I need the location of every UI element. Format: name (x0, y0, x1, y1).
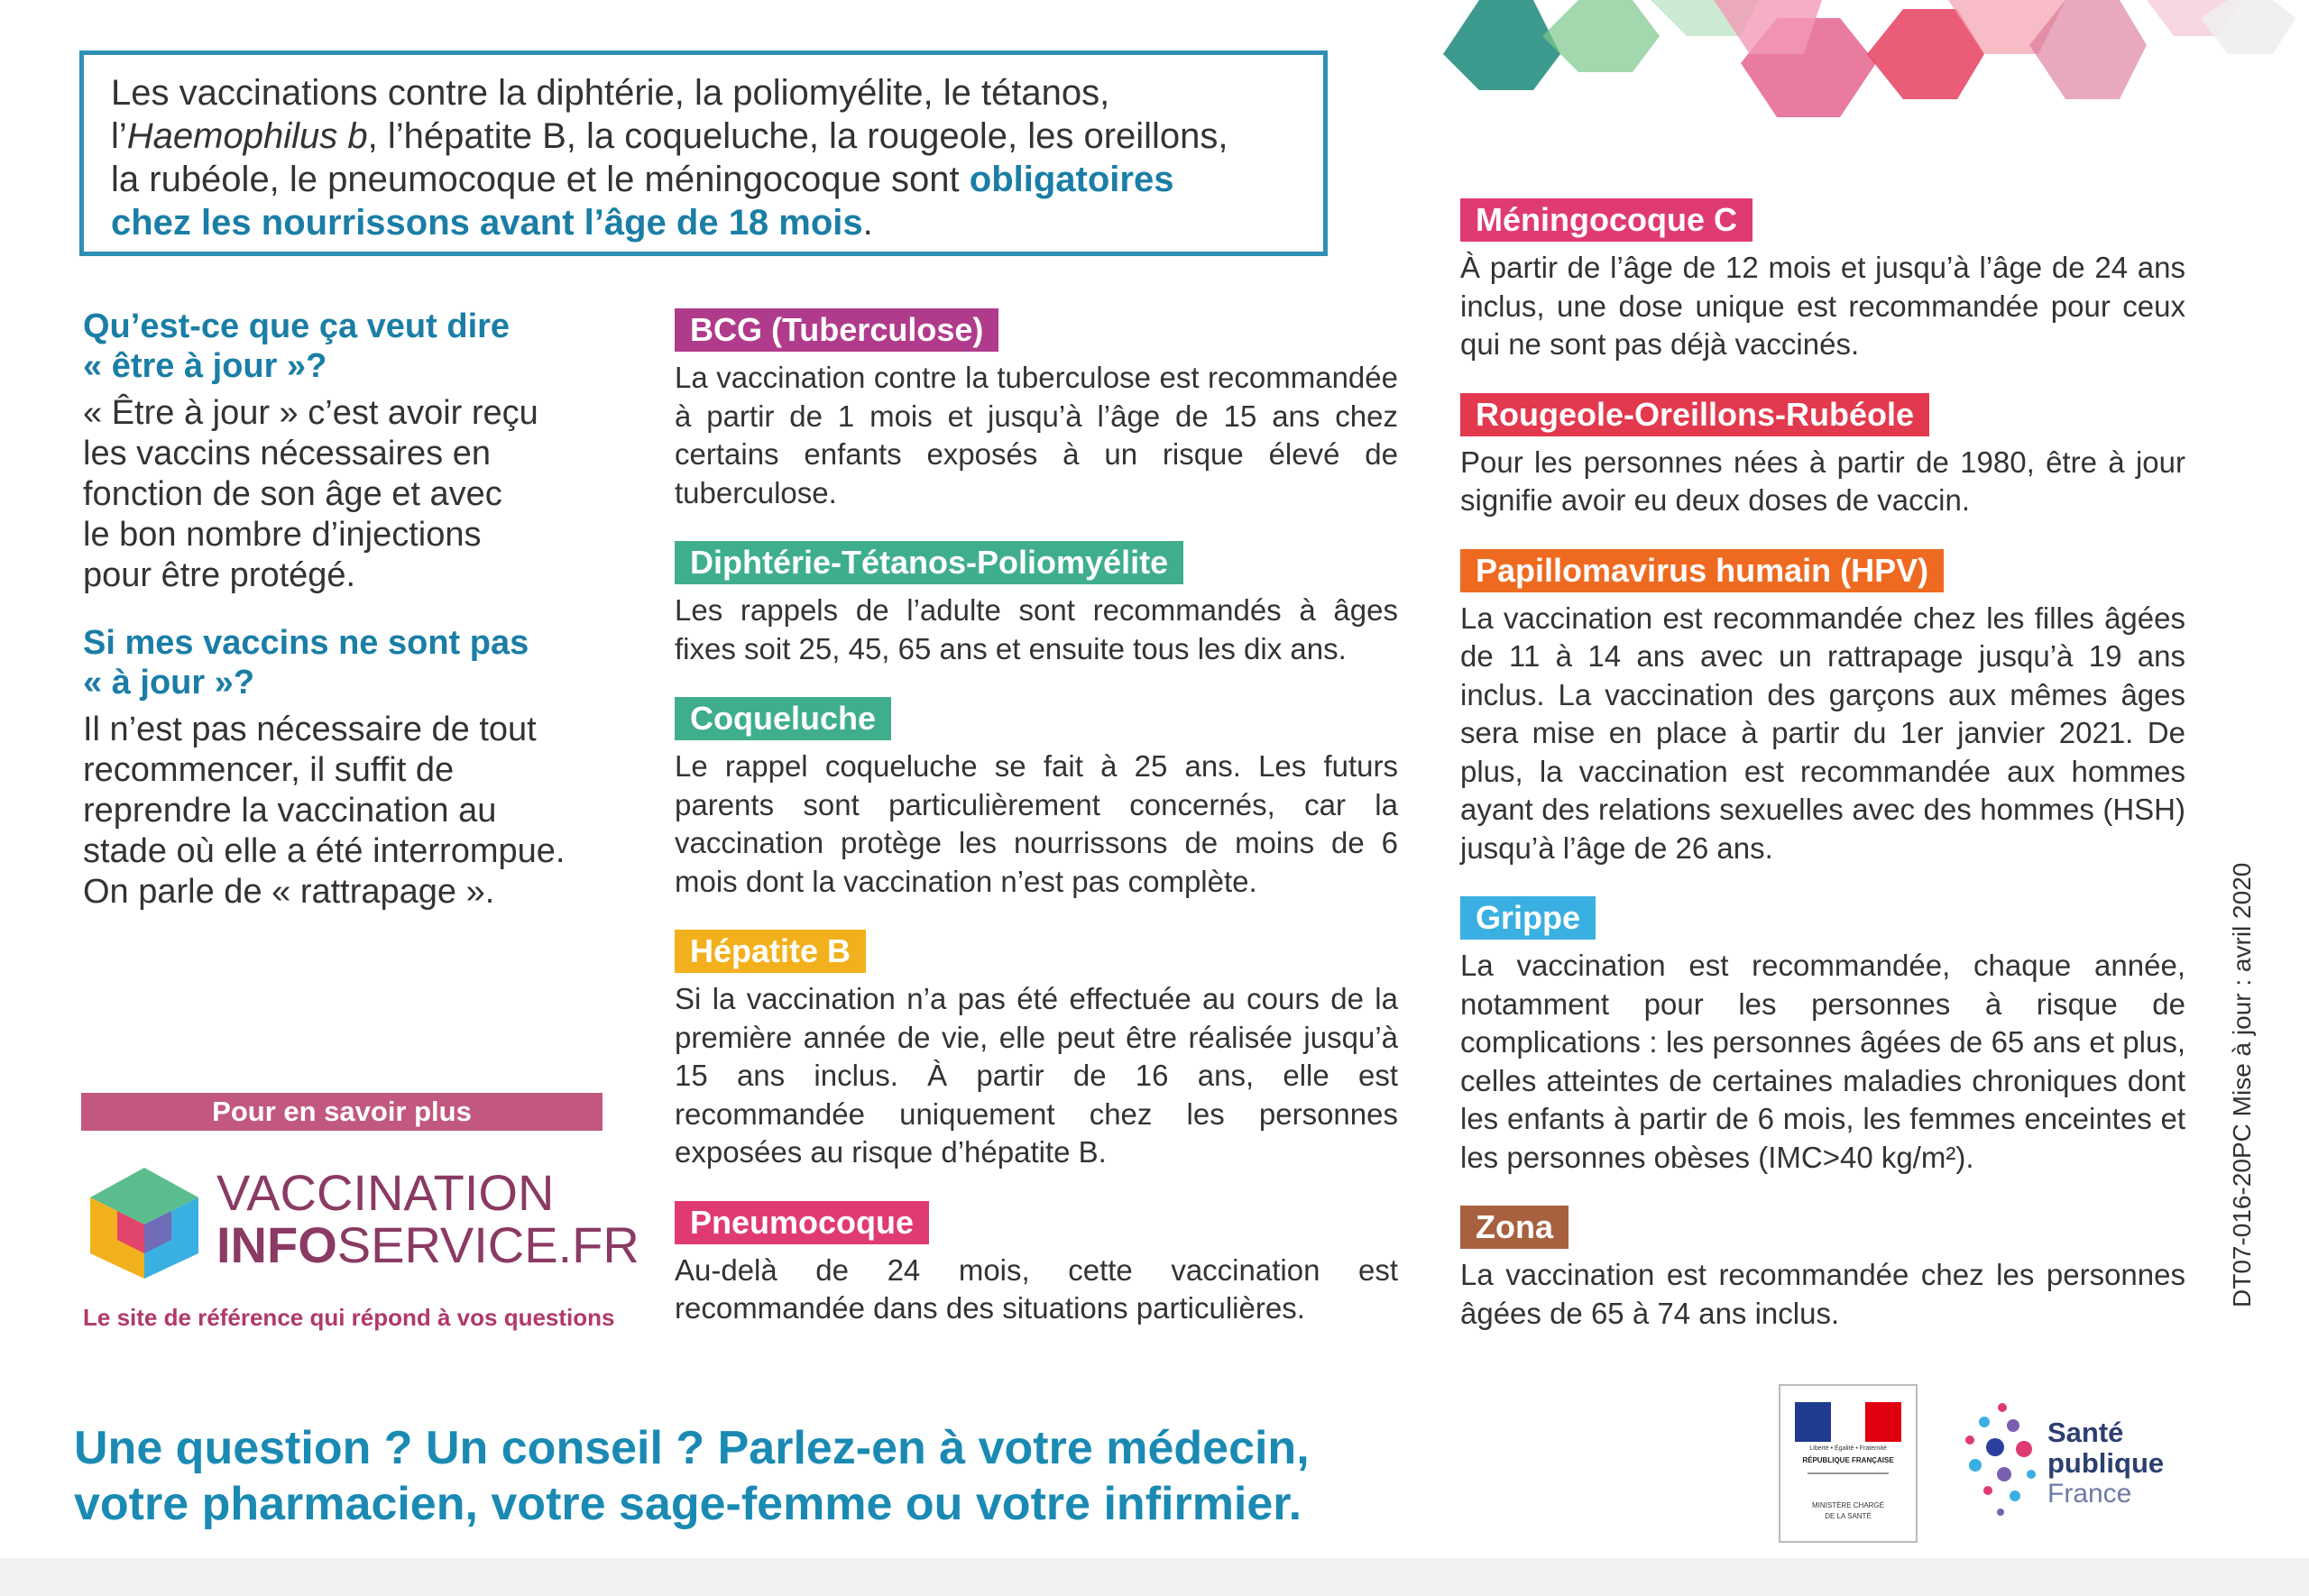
section-text: La vaccination est recommandée, chaque année, notamment pour les personnes à risque de complications : les personnes âgées de 65 ans et plus, celles atteintes de certaines maladies chroniques dont les enfants à partir de 6 mois, les femmes enceintes et les personnes obèses (IMC>40 kg/m²). (1460, 949, 2185, 1174)
section-text: Pour les personnes nées à partir de 1980, être à jour signifie avoir eu deux doses de vaccin. (1460, 445, 2185, 517)
section-badge: Coqueluche (675, 697, 891, 740)
bottom-cta (74, 1420, 1427, 1532)
brand-tagline: Le site de référence qui répond à vos questions (83, 1304, 615, 1331)
intro-end: . (862, 203, 873, 243)
intro-line-3 (111, 158, 1296, 201)
section-text: La vaccination est recommandée chez les personnes âgées de 65 à 74 ans inclus. (1460, 1258, 2185, 1330)
spf-line-3: France (2047, 1479, 2132, 1509)
faq-body-line: « Être à jour » c’est avoir reçu (83, 394, 538, 432)
intro-line-4 (111, 201, 1296, 244)
faq-body-line: On parle de « rattrapage ». (83, 873, 495, 911)
section-badge: BCG (Tuberculose) (675, 308, 998, 352)
faq-title-cont: « à jour »? (83, 664, 255, 702)
section-text: Au-delà de 24 mois, cette vaccination est recommandée dans des situations particulières. (675, 1252, 1398, 1325)
faq-item (83, 623, 642, 913)
section-badge: Grippe (1460, 896, 1596, 940)
brand-service: SERVICE.FR (336, 1216, 639, 1273)
vaccine-section (1460, 549, 2185, 868)
intro-line-2-prefix: l’ (111, 116, 127, 156)
faq-item (83, 307, 642, 596)
section-text: Si la vaccination n’a pas été effectuée au cours de la première année de vie, elle peut être réalisée jusqu’à 15 ans inclus. À partir de 16 ans, elle est recommandée uniquement chez les personnes exposées au risque d’hépatite B. (675, 982, 1398, 1169)
faq-body-line: pour être protégé. (83, 556, 356, 594)
rf-divider (1808, 1472, 1889, 1474)
section-badge: Zona (1460, 1206, 1568, 1249)
intro-highlight-age: chez les nourrissons avant l’âge de 18 mois (111, 203, 863, 243)
intro-line-1: Les vaccinations contre la diphtérie, la poliomyélite, le tétanos, (111, 73, 1110, 113)
faq-body-line: les vaccins nécessaires en (83, 435, 491, 472)
vaccine-section (1460, 198, 2185, 364)
section-badge: Papillomavirus humain (HPV) (1460, 549, 1944, 592)
faq-title: Si mes vaccins ne sont pas (83, 624, 529, 662)
faq-title: Qu’est-ce que ça veut dire (83, 307, 511, 345)
rf-ministry-l2: DE LA SANTÉ (1825, 1512, 1872, 1520)
brand-info: INFO (216, 1216, 337, 1273)
intro-highlight-obligatoires: obligatoires (969, 160, 1174, 199)
spf-dots-icon (1957, 1402, 2047, 1519)
republique-francaise-logo (1779, 1384, 1918, 1543)
brand-line-1: VACCINATION (216, 1164, 555, 1221)
sante-publique-france-logo (1957, 1402, 2192, 1528)
footer-band (0, 1558, 2309, 1596)
cube-logo-icon (81, 1163, 207, 1280)
vaccine-section (675, 930, 1398, 1172)
faq-body-line: le bon nombre d’injections (83, 516, 482, 554)
section-text: Les rappels de l’adulte sont recommandés à âges fixes soit 25, 45, 65 ans et ensuite tous les dix ans. (675, 593, 1398, 665)
faq-body-line: recommencer, il suffit de (83, 751, 455, 789)
section-badge: Pneumocoque (675, 1201, 929, 1244)
vaccine-section (675, 308, 1398, 512)
spf-line-2: publique (2047, 1447, 2165, 1479)
vaccine-section (1460, 896, 2185, 1177)
vaccine-section (675, 697, 1398, 901)
cta-line-1: Une question ? Un conseil ? Parlez-en à votre médecin, (74, 1422, 1310, 1474)
rf-motto: Liberté • Égalité • Fraternité (1809, 1445, 1887, 1452)
section-text: Le rappel coqueluche se fait à 25 ans. Les futurs parents sont particulièrement concernés, car la vaccination protège les nourrissons de moins de 6 mois dont la vaccination n’est pas complète. (675, 749, 1398, 898)
intro-line-2 (111, 115, 1296, 158)
intro-box (79, 50, 1328, 256)
section-badge: Méningocoque C (1460, 198, 1752, 242)
vaccine-section (675, 541, 1398, 668)
faq-body-line: Il n’est pas nécessaire de tout (83, 711, 537, 748)
vaccination-info-service-link[interactable] (81, 1163, 639, 1280)
faq-body-line: stade où elle a été interrompue. (83, 832, 566, 870)
section-badge: Hépatite B (675, 930, 866, 973)
document-code: DT07-016-20PC Mise à jour : avril 2020 (2228, 862, 2256, 1307)
section-text: La vaccination contre la tuberculose est recommandée à partir de 1 mois et jusqu’à l’âge de 15 ans chez certains enfants exposés à un risque élevé de tuberculose. (675, 361, 1398, 509)
intro-line-3-text: la rubéole, le pneumocoque et le méningocoque sont (111, 160, 970, 199)
right-column (1460, 198, 2185, 1333)
section-text: À partir de l’âge de 12 mois et jusqu’à l’âge de 24 ans inclus, une dose unique est recommandée pour ceux qui ne sont pas déjà vaccinés. (1460, 251, 2185, 361)
faq-column (83, 307, 642, 913)
more-info-bar: Pour en savoir plus (81, 1093, 603, 1131)
faq-body-line: reprendre la vaccination au (83, 792, 497, 830)
intro-haemophilus: Haemophilus b (126, 116, 368, 156)
section-badge: Diphtérie-Tétanos-Poliomyélite (675, 541, 1183, 584)
section-text: La vaccination est recommandée chez les filles âgées de 11 à 14 ans avec un rattrapage jusqu’à 19 ans inclus. La vaccination des garçons aux mêmes âges sera mise en place à partir du 1er janvier 2021. De plus, la vaccination est recommandée aux hommes ayant des relations sexuelles avec des hommes (HSH) jusqu’à l’âge de 26 ans. (1460, 601, 2185, 865)
cta-line-2: votre pharmacien, votre sage-femme ou votre infirmier. (74, 1478, 1302, 1530)
faq-body-line: fonction de son âge et avec (83, 475, 502, 513)
section-badge: Rougeole-Oreillons-Rubéole (1460, 393, 1929, 436)
marianne-flag-icon (1795, 1402, 1901, 1442)
vaccine-section (1460, 1206, 2185, 1333)
faq-title-cont: « être à jour »? (83, 347, 327, 385)
brand-line-2 (216, 1216, 639, 1273)
spf-line-1: Santé (2047, 1417, 2124, 1448)
vaccine-section (1460, 393, 2185, 520)
rf-ministry-l1: MINISTÈRE CHARGÉ (1811, 1501, 1884, 1509)
vaccine-section (675, 1201, 1398, 1328)
decorative-hexagons (1443, 0, 2309, 126)
mid-column (675, 308, 1398, 1328)
intro-line-2-suffix: , l’hépatite B, la coqueluche, la rougeole, les oreillons, (367, 116, 1228, 156)
rf-name: RÉPUBLIQUE FRANÇAISE (1802, 1456, 1894, 1464)
